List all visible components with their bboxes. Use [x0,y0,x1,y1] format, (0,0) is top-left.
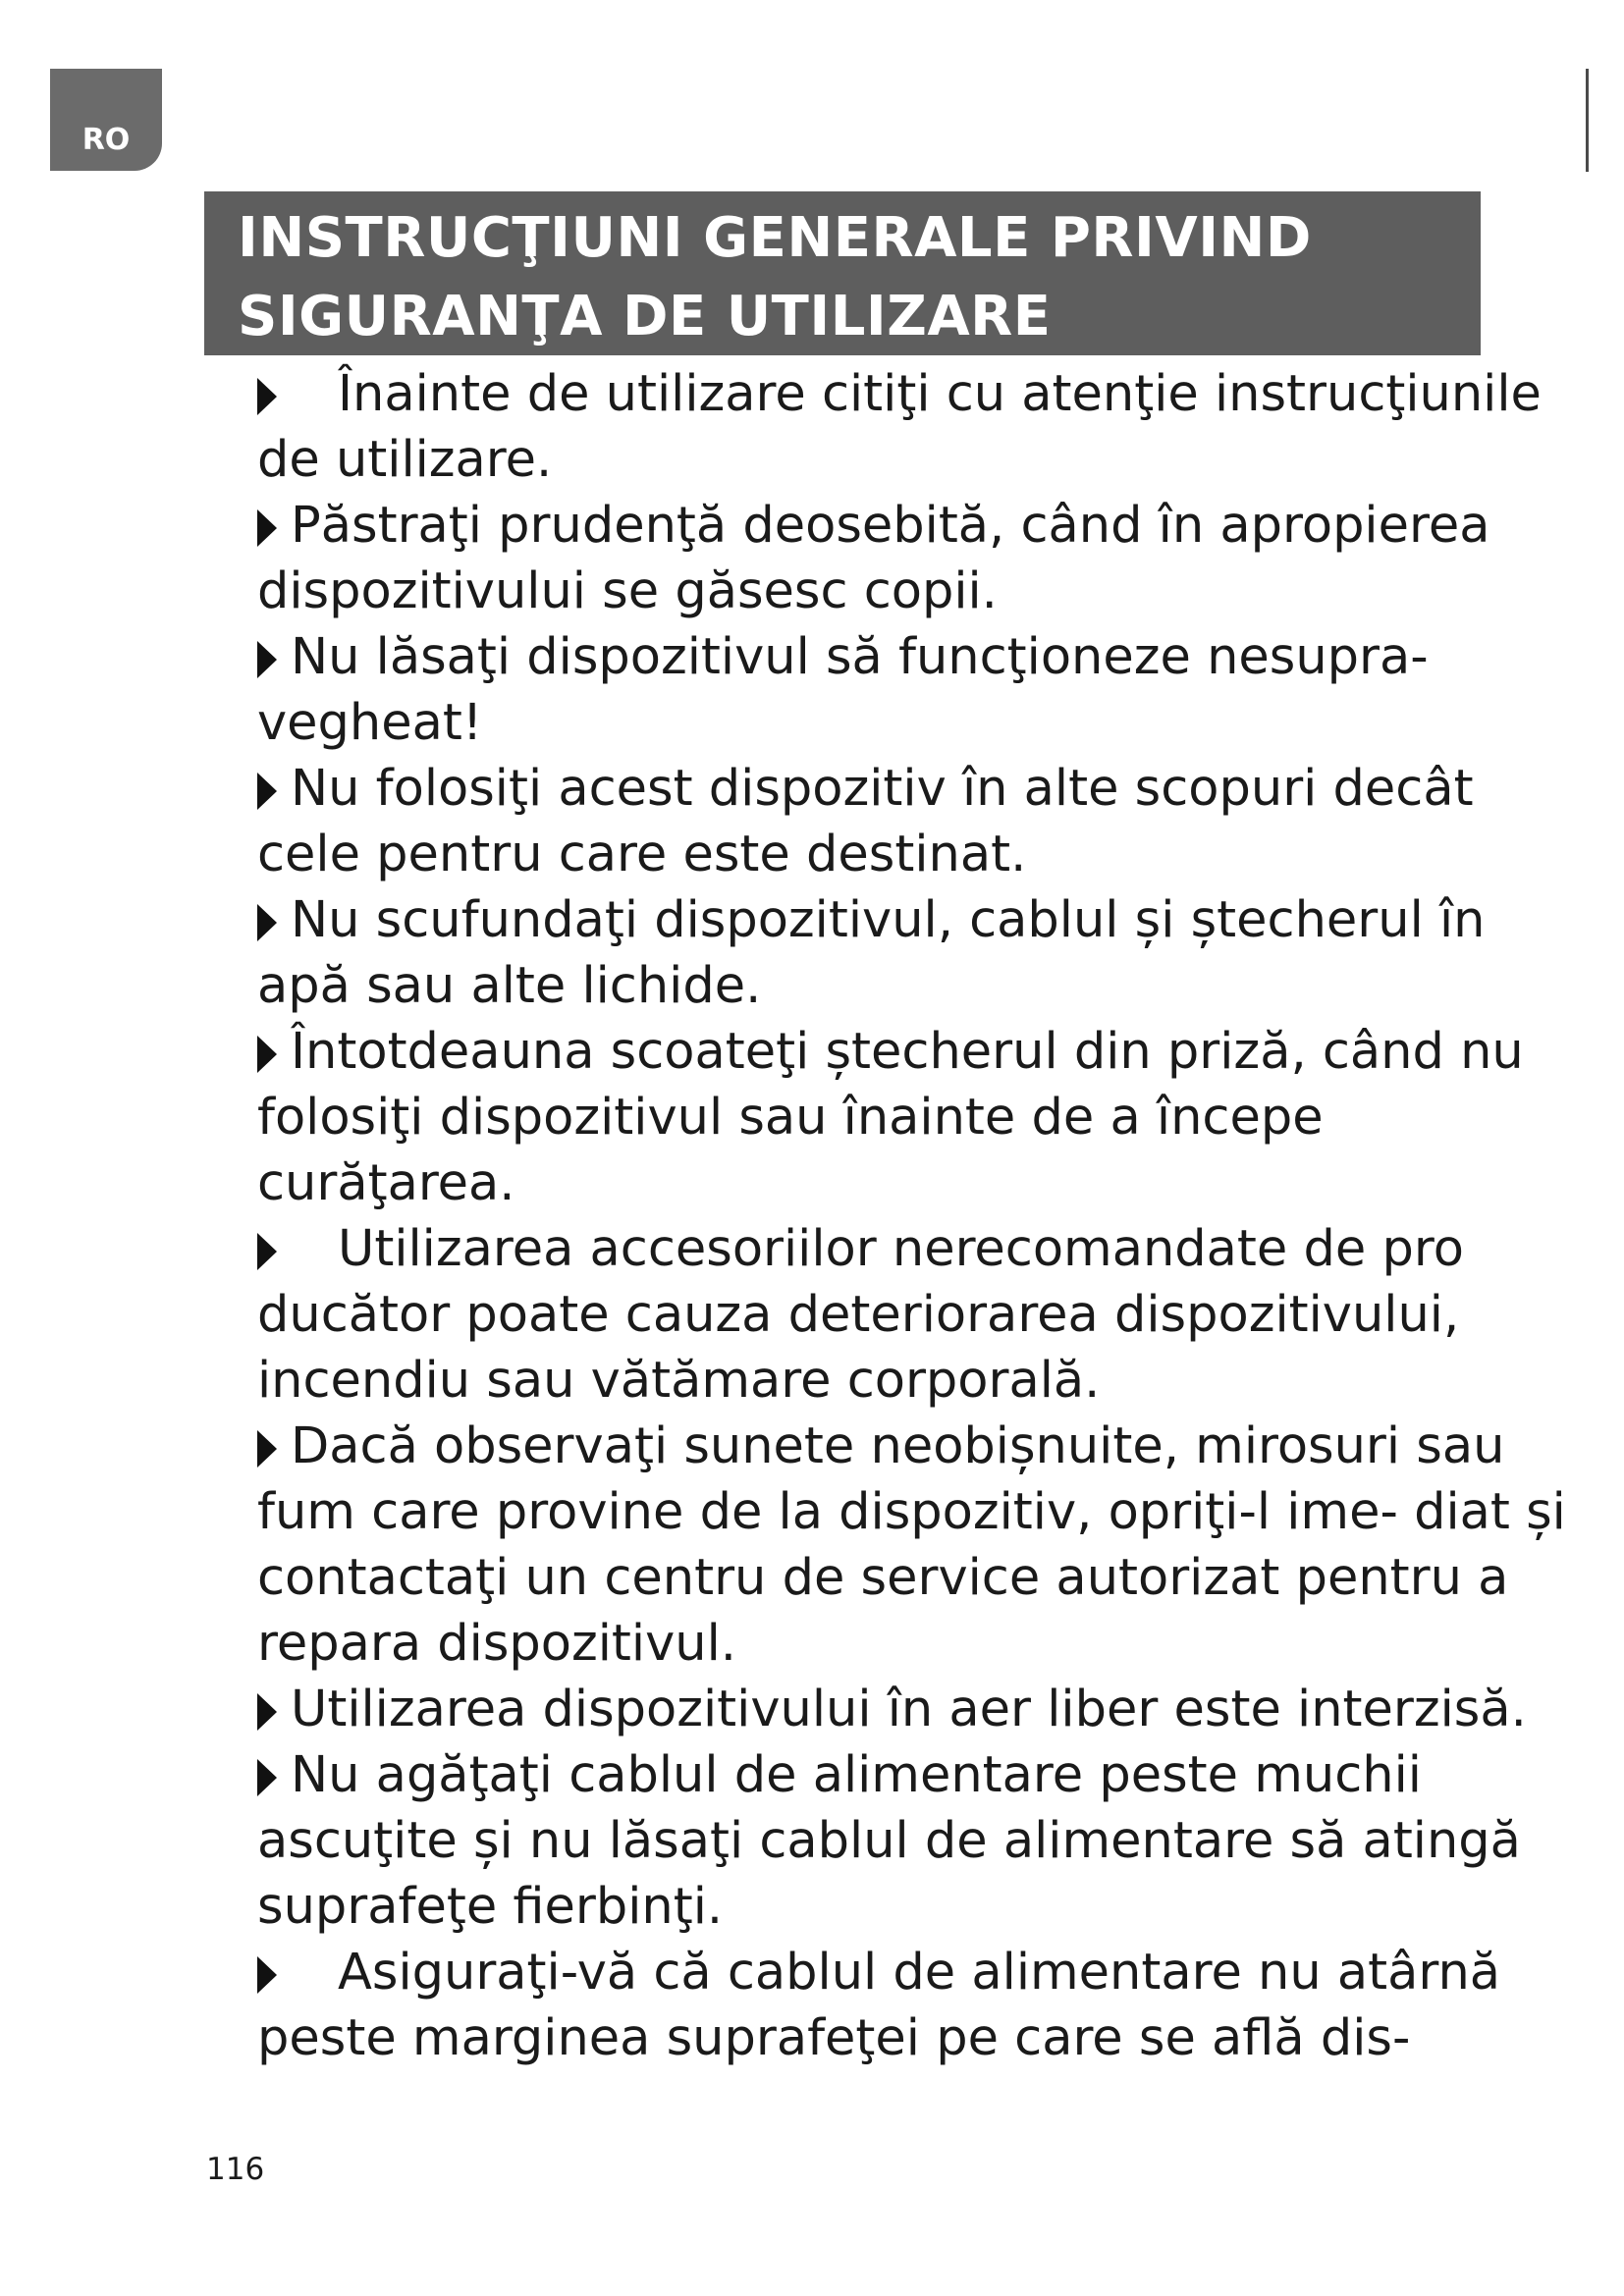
list-item-text: Nu agăţaţi cablul de alimentare peste muchii ascuţite și nu lăsaţi cablul de alimentare să atingă suprafeţe fierbinţi. [257,1746,1521,1936]
list-item-text: Întotdeauna scoateţi ștecherul din priză, când nu folosiţi dispozitivul sau înainte de a începe curăţarea. [257,1023,1524,1212]
safety-instructions-list [257,361,1568,2071]
list-item-text: Asiguraţi-vă că cablul de alimentare nu atârnă peste marginea suprafeţei pe care se află dis- [257,1944,1501,2067]
list-item-text: Utilizarea accesoriilor nerecomandate de pro ducător poate cauza deteriorarea dispozitivului, incendiu sau vătămare corporală. [257,1220,1464,1410]
page-number: 116 [206,2152,265,2187]
triangle-bullet-icon [257,1036,277,1073]
list-item [257,1414,1568,1677]
list-item [257,1742,1568,1940]
section-title-line-2: SIGURANŢA DE UTILIZARE [238,285,1052,348]
list-item [257,1940,1568,2071]
list-item-text: Dacă observaţi sunete neobișnuite, mirosuri sau fum care provine de la dispozitiv, opriţi-l ime- diat și contactaţi un centru de service autorizat pentru a repara dispozitivul. [257,1417,1566,1673]
list-item [257,493,1568,624]
triangle-bullet-icon [257,1956,277,1994]
language-label: RO [81,123,131,157]
list-item-text: Înainte de utilizare citiţi cu atenţie instrucţiunile de utilizare. [257,365,1542,489]
triangle-bullet-icon [257,904,277,941]
list-item-text: Nu lăsaţi dispozitivul să funcţioneze nesupra- vegheat! [257,628,1429,752]
triangle-bullet-icon [257,378,277,415]
page-edge-rule [1586,69,1589,172]
list-item [257,1216,1568,1414]
section-title-line-1: INSTRUCŢIUNI GENERALE PRIVIND [238,206,1312,270]
list-item-text: Utilizarea dispozitivului în aer liber este interzisă. [291,1681,1527,1738]
triangle-bullet-icon [257,773,277,810]
triangle-bullet-icon [257,1693,277,1731]
list-item [257,361,1568,493]
list-item-text: Nu scufundaţi dispozitivul, cablul și ștecherul în apă sau alte lichide. [257,891,1486,1015]
list-item [257,624,1568,756]
triangle-bullet-icon [257,641,277,678]
list-item [257,756,1568,887]
list-item [257,1019,1568,1216]
list-item [257,887,1568,1019]
triangle-bullet-icon [257,1430,277,1468]
section-title-bar [204,191,1481,355]
language-tab [50,69,162,171]
triangle-bullet-icon [257,509,277,547]
list-item [257,1677,1568,1742]
triangle-bullet-icon [257,1759,277,1796]
list-item-text: Păstraţi prudenţă deosebită, când în apropierea dispozitivului se găsesc copii. [257,497,1490,620]
triangle-bullet-icon [257,1233,277,1270]
list-item-text: Nu folosiţi acest dispozitiv în alte scopuri decât cele pentru care este destinat. [257,760,1474,883]
